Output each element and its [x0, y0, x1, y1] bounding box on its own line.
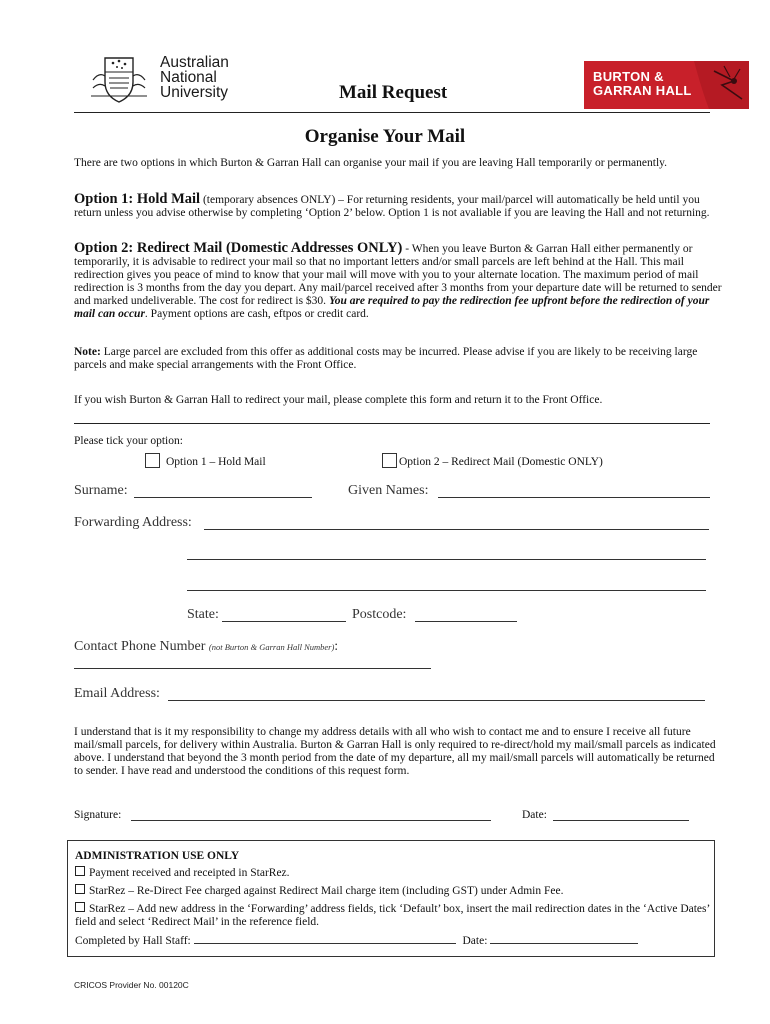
postcode-field[interactable]	[415, 607, 517, 622]
instruction-paragraph: If you wish Burton & Garran Hall to redirect your mail, please complete this form and return it to the Front Office.	[74, 394, 603, 406]
university-name-line: National	[160, 69, 217, 86]
option1-text: (temporary absences ONLY) – For returning residents, your mail/parcel will automatically be held until you return unless you advise otherwise by completing ‘Option 2’ below. Option 1 is not avaliable if you are leaving the Hall and not returning.	[74, 194, 710, 219]
note-paragraph	[74, 346, 722, 372]
header-divider	[74, 112, 710, 113]
option2-checkbox[interactable]	[382, 453, 397, 468]
form-divider	[74, 423, 710, 424]
admin-date-label: Date:	[462, 935, 488, 947]
forwarding-address-label: Forwarding Address:	[74, 515, 192, 530]
signature-field[interactable]	[131, 807, 491, 821]
phone-colon: :	[334, 639, 339, 654]
intro-paragraph: There are two options in which Burton & Garran Hall can organise your mail if you are leaving Hall temporarily or permanently.	[74, 157, 668, 169]
admin-item	[75, 902, 711, 929]
state-label: State:	[187, 607, 219, 622]
admin-item-text: Payment received and receipted in StarRez.	[89, 867, 290, 879]
phone-label	[74, 639, 338, 655]
phone-label-text: Contact Phone Number	[74, 639, 206, 654]
phone-field[interactable]	[74, 654, 431, 669]
option2-paragraph	[74, 242, 722, 321]
option1-checkbox-label: Option 1 – Hold Mail	[166, 456, 266, 468]
option2-title: Option 2: Redirect Mail (Domestic Addresses ONLY)	[74, 240, 403, 256]
admin-checkbox[interactable]	[75, 902, 85, 912]
option2-emphasis: You are required to pay the redirection fee upfront before the redirection of your mail can occur	[74, 295, 710, 320]
admin-item	[75, 866, 711, 880]
tick-prompt: Please tick your option:	[74, 435, 183, 447]
forwarding-address-line2[interactable]	[187, 545, 706, 560]
hall-logo-line: BURTON &	[593, 69, 664, 84]
forwarding-address-line1[interactable]	[204, 515, 709, 530]
hall-logo-line: GARRAN HALL	[593, 83, 692, 98]
document-title: Mail Request	[339, 82, 448, 103]
signature-date-label: Date:	[522, 809, 547, 821]
phone-note: (not Burton & Garran Hall Number)	[208, 642, 335, 652]
admin-checkbox[interactable]	[75, 884, 85, 894]
signature-date-field[interactable]	[553, 807, 689, 821]
postcode-label: Postcode:	[352, 607, 407, 622]
email-field[interactable]	[168, 686, 705, 701]
admin-item-text: StarRez – Add new address in the ‘Forwarding’ address fields, tick ‘Default’ box, insert the mail redirection dates in the ‘Active Dates’ field and select ‘Redirect Mail’ in the reference field.	[75, 903, 710, 928]
university-name	[160, 55, 229, 100]
option1-paragraph	[74, 193, 722, 220]
surname-field[interactable]	[134, 483, 312, 498]
email-label: Email Address:	[74, 686, 160, 701]
completed-by-label: Completed by Hall Staff:	[75, 935, 191, 947]
university-name-line: University	[160, 84, 229, 101]
admin-title: ADMINISTRATION USE ONLY	[75, 850, 240, 862]
anu-crest-logo	[89, 52, 149, 104]
given-names-field[interactable]	[438, 483, 710, 498]
admin-checkbox[interactable]	[75, 866, 85, 876]
note-text: Large parcel are excluded from this offer as additional costs may be incurred. Please advise if you are likely to be receiving large parcels and make special arrangements with the Front Office.	[74, 346, 698, 371]
page-heading: Organise Your Mail	[304, 126, 466, 147]
given-names-label: Given Names:	[348, 483, 429, 498]
option2-checkbox-label: Option 2 – Redirect Mail (Domestic ONLY)	[399, 456, 603, 468]
burton-garran-hall-logo	[584, 61, 749, 109]
admin-use-box	[67, 840, 715, 957]
admin-date-field[interactable]	[490, 933, 638, 944]
admin-item	[75, 884, 711, 898]
admin-item-text: StarRez – Re-Direct Fee charged against Redirect Mail charge item (including GST) under Admin Fee.	[89, 885, 564, 897]
state-field[interactable]	[222, 607, 346, 622]
signature-label: Signature:	[74, 809, 122, 821]
option1-title: Option 1: Hold Mail	[74, 191, 201, 207]
university-name-line: Australian	[160, 54, 229, 71]
admin-completed-row	[75, 933, 711, 948]
surname-label: Surname:	[74, 483, 128, 498]
cricos-footer: CRICOS Provider No. 00120C	[74, 980, 189, 990]
completed-by-field[interactable]	[194, 933, 456, 944]
option1-checkbox[interactable]	[145, 453, 160, 468]
note-label: Note:	[74, 346, 101, 358]
option2-text: - When you leave Burton & Garran Hall either permanently or temporarily, it is advisable to redirect your mail so that no important letters and/or small parcels are left behind at the Hall. This mail redirection gives you peace of mind to know that your mail will move with you to your alternate location. The maximum period of mail redirection is 3 months from the day you depart. Any mail/parcel received after 3 months from your departure date will be returned to sender and marked undeliverable. The cost for redirect is $30.	[74, 243, 722, 307]
forwarding-address-line3[interactable]	[187, 576, 706, 591]
option2-tail: . Payment options are cash, eftpos or credit card.	[144, 308, 369, 320]
declaration-paragraph: I understand that is it my responsibility to change my address details with all who wish to contact me and to ensure I receive all future mail/small parcels, for delivery within Australia. Burton & Garran Hall is only required to re-direct/hold my mail/small parcels as indicated above. I understand that beyond the 3 month period from the date of my departure, all my mail/small parcels will automatically be returned to sender. I have read and understood the conditions of this request form.	[74, 726, 716, 777]
